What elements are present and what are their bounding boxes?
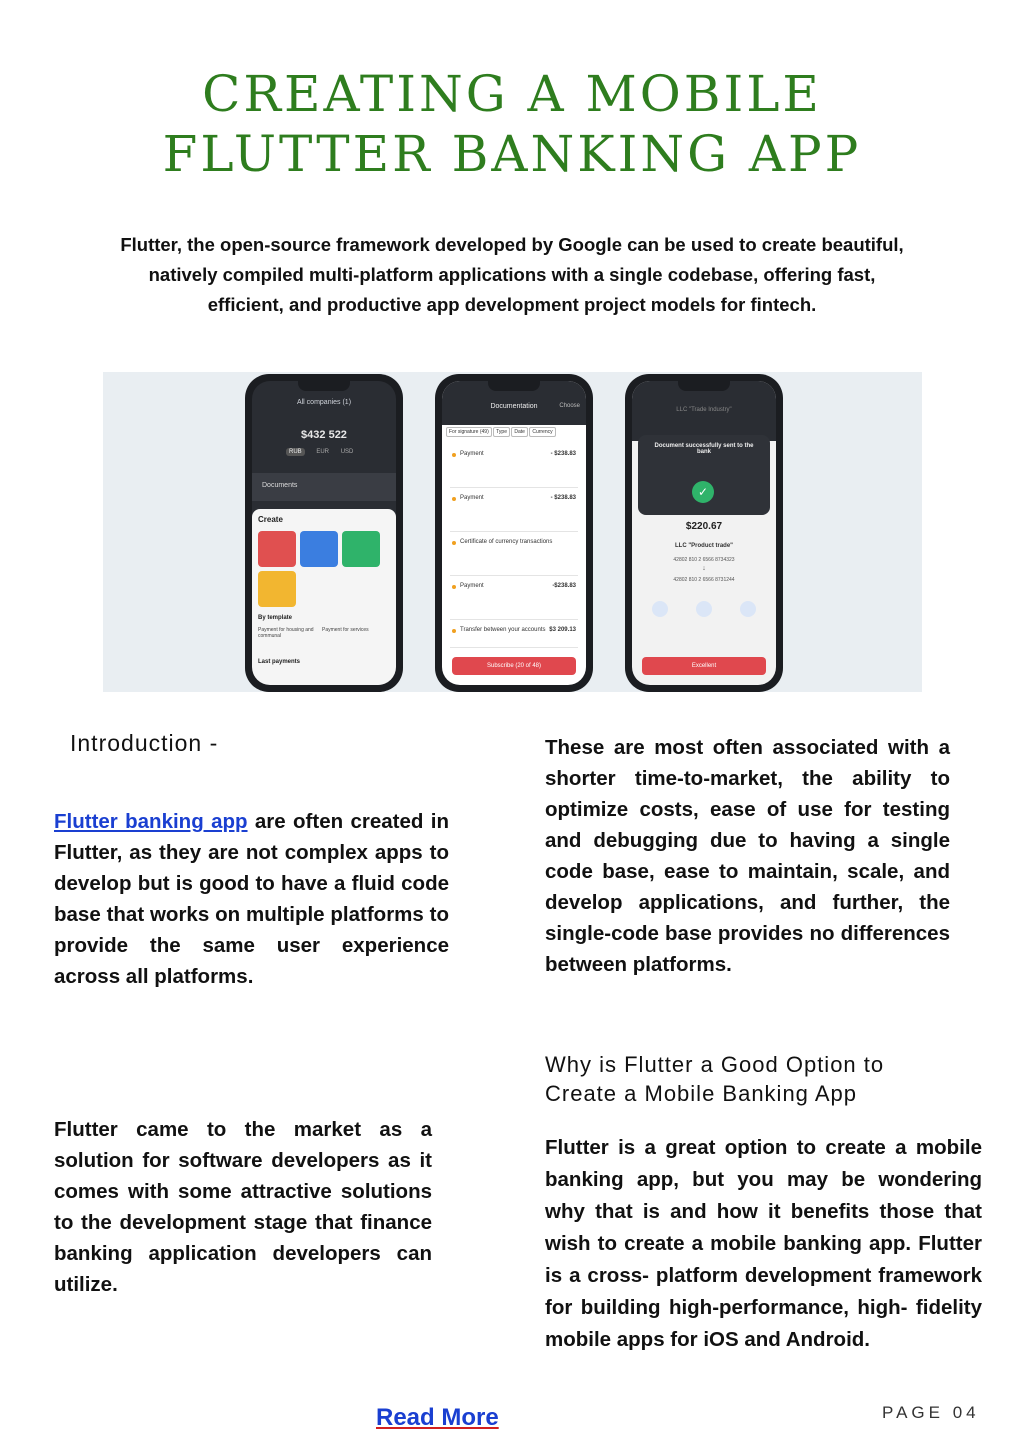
phone-mockup-success [625, 374, 783, 692]
arrow-down-icon: ↓ [702, 565, 706, 572]
choose-label: Choose [559, 403, 580, 409]
list-item: Payment - $238.83 [450, 445, 578, 488]
why-flutter-paragraph: Flutter is a great option to create a mobile banking app, but you may be wondering why that is and how it benefits those that wish to create a mobile banking app. Flutter is a cross- platform development framework for building high-performance, high- fidelity mobile apps for iOS and Android. [545, 1136, 982, 1351]
introduction-text: are often created in Flutter, as they are not complex apps to develop but is good to have a fluid code base that works on multiple platforms to provide the same user experience across all platforms. [54, 810, 449, 988]
filter-chip: Type [493, 427, 510, 437]
template-item: Payment for housing and communal [258, 627, 314, 639]
documents-label: Documents [262, 482, 298, 489]
why-flutter-heading: Why is Flutter a Good Option to Create a Mobile Banking App [545, 1052, 885, 1106]
intro-paragraph: Flutter, the open-source framework developed by Google can be used to create beautiful, natively compiled multi-platform applications with a single codebase, offering fast, efficient, and productive app development project models for fintech. [120, 234, 904, 315]
by-template-label: By template [258, 615, 293, 621]
account-from: 42802 810 2 6566 8734323 [673, 557, 735, 563]
tile-template [258, 571, 296, 607]
list-item: Certificate of currency transactions [450, 533, 578, 576]
repeat-icon [696, 601, 712, 617]
hero-image [103, 372, 922, 692]
list-item: Payment -$238.83 [450, 577, 578, 620]
title-line-2: FLUTTER BANKING APP [162, 125, 862, 183]
phone-mockup-accounts [245, 374, 403, 692]
account-to: 42802 810 2 6566 8731244 [673, 577, 735, 583]
company-label: LLC "Trade Industry" [676, 407, 732, 413]
filter-chip: Date [511, 427, 528, 437]
read-more-link[interactable]: Read More [376, 1404, 499, 1431]
companies-label: All companies (1) [296, 399, 352, 406]
currency-tab: RUB [286, 448, 305, 456]
tile-tabs [342, 531, 380, 567]
title-line-1: CREATING A MOBILE [202, 65, 822, 123]
phone-mockup-documentation [435, 374, 593, 692]
template-item: Payment for services [322, 627, 369, 633]
page-number: PAGE 04 [882, 1403, 980, 1422]
flutter-market-paragraph: Flutter came to the market as a solution for software developers as it comes with some attractive solutions to the development stage that finance banking application developers can utilize. [54, 1118, 432, 1296]
excellent-button: Excellent [642, 657, 766, 675]
checkmark-icon: ✓ [692, 481, 714, 503]
list-item: Payment - $238.83 [450, 489, 578, 532]
success-message: Document successfully sent to the bank [654, 443, 754, 455]
documentation-header: Documentation [490, 403, 538, 410]
amount-label: $220.67 [685, 521, 723, 532]
filter-chip: For signature (49) [446, 427, 492, 437]
benefits-paragraph: These are most often associated with a shorter time-to-market, the ability to optimize costs, ease of use for testing and debugging due to having a single code base, ease to maintain, scale, and develop applications, and further, the single-code base provides no differences between platforms. [545, 736, 950, 976]
currency-tab: EUR [316, 449, 330, 455]
flutter-banking-app-link[interactable]: Flutter banking app [54, 810, 248, 833]
currency-tab: USD [340, 449, 354, 455]
introduction-heading: Introduction - [70, 730, 219, 756]
subscribe-button: Subscribe (20 of 48) [452, 657, 576, 675]
create-heading: Create [258, 515, 283, 524]
last-payments-label: Last payments [258, 659, 301, 665]
tile-counterparty [258, 531, 296, 567]
recipient-label: LLC "Product trade" [674, 543, 734, 549]
share-icon [740, 601, 756, 617]
page-title [0, 64, 1024, 184]
tile-budget [300, 531, 338, 567]
list-item: Transfer between your accounts $3 209.13 [450, 621, 578, 648]
balance-amount: $432 522 [301, 429, 347, 441]
document-icon [652, 601, 668, 617]
introduction-paragraph [54, 806, 449, 992]
filter-chip: Currency [529, 427, 555, 437]
